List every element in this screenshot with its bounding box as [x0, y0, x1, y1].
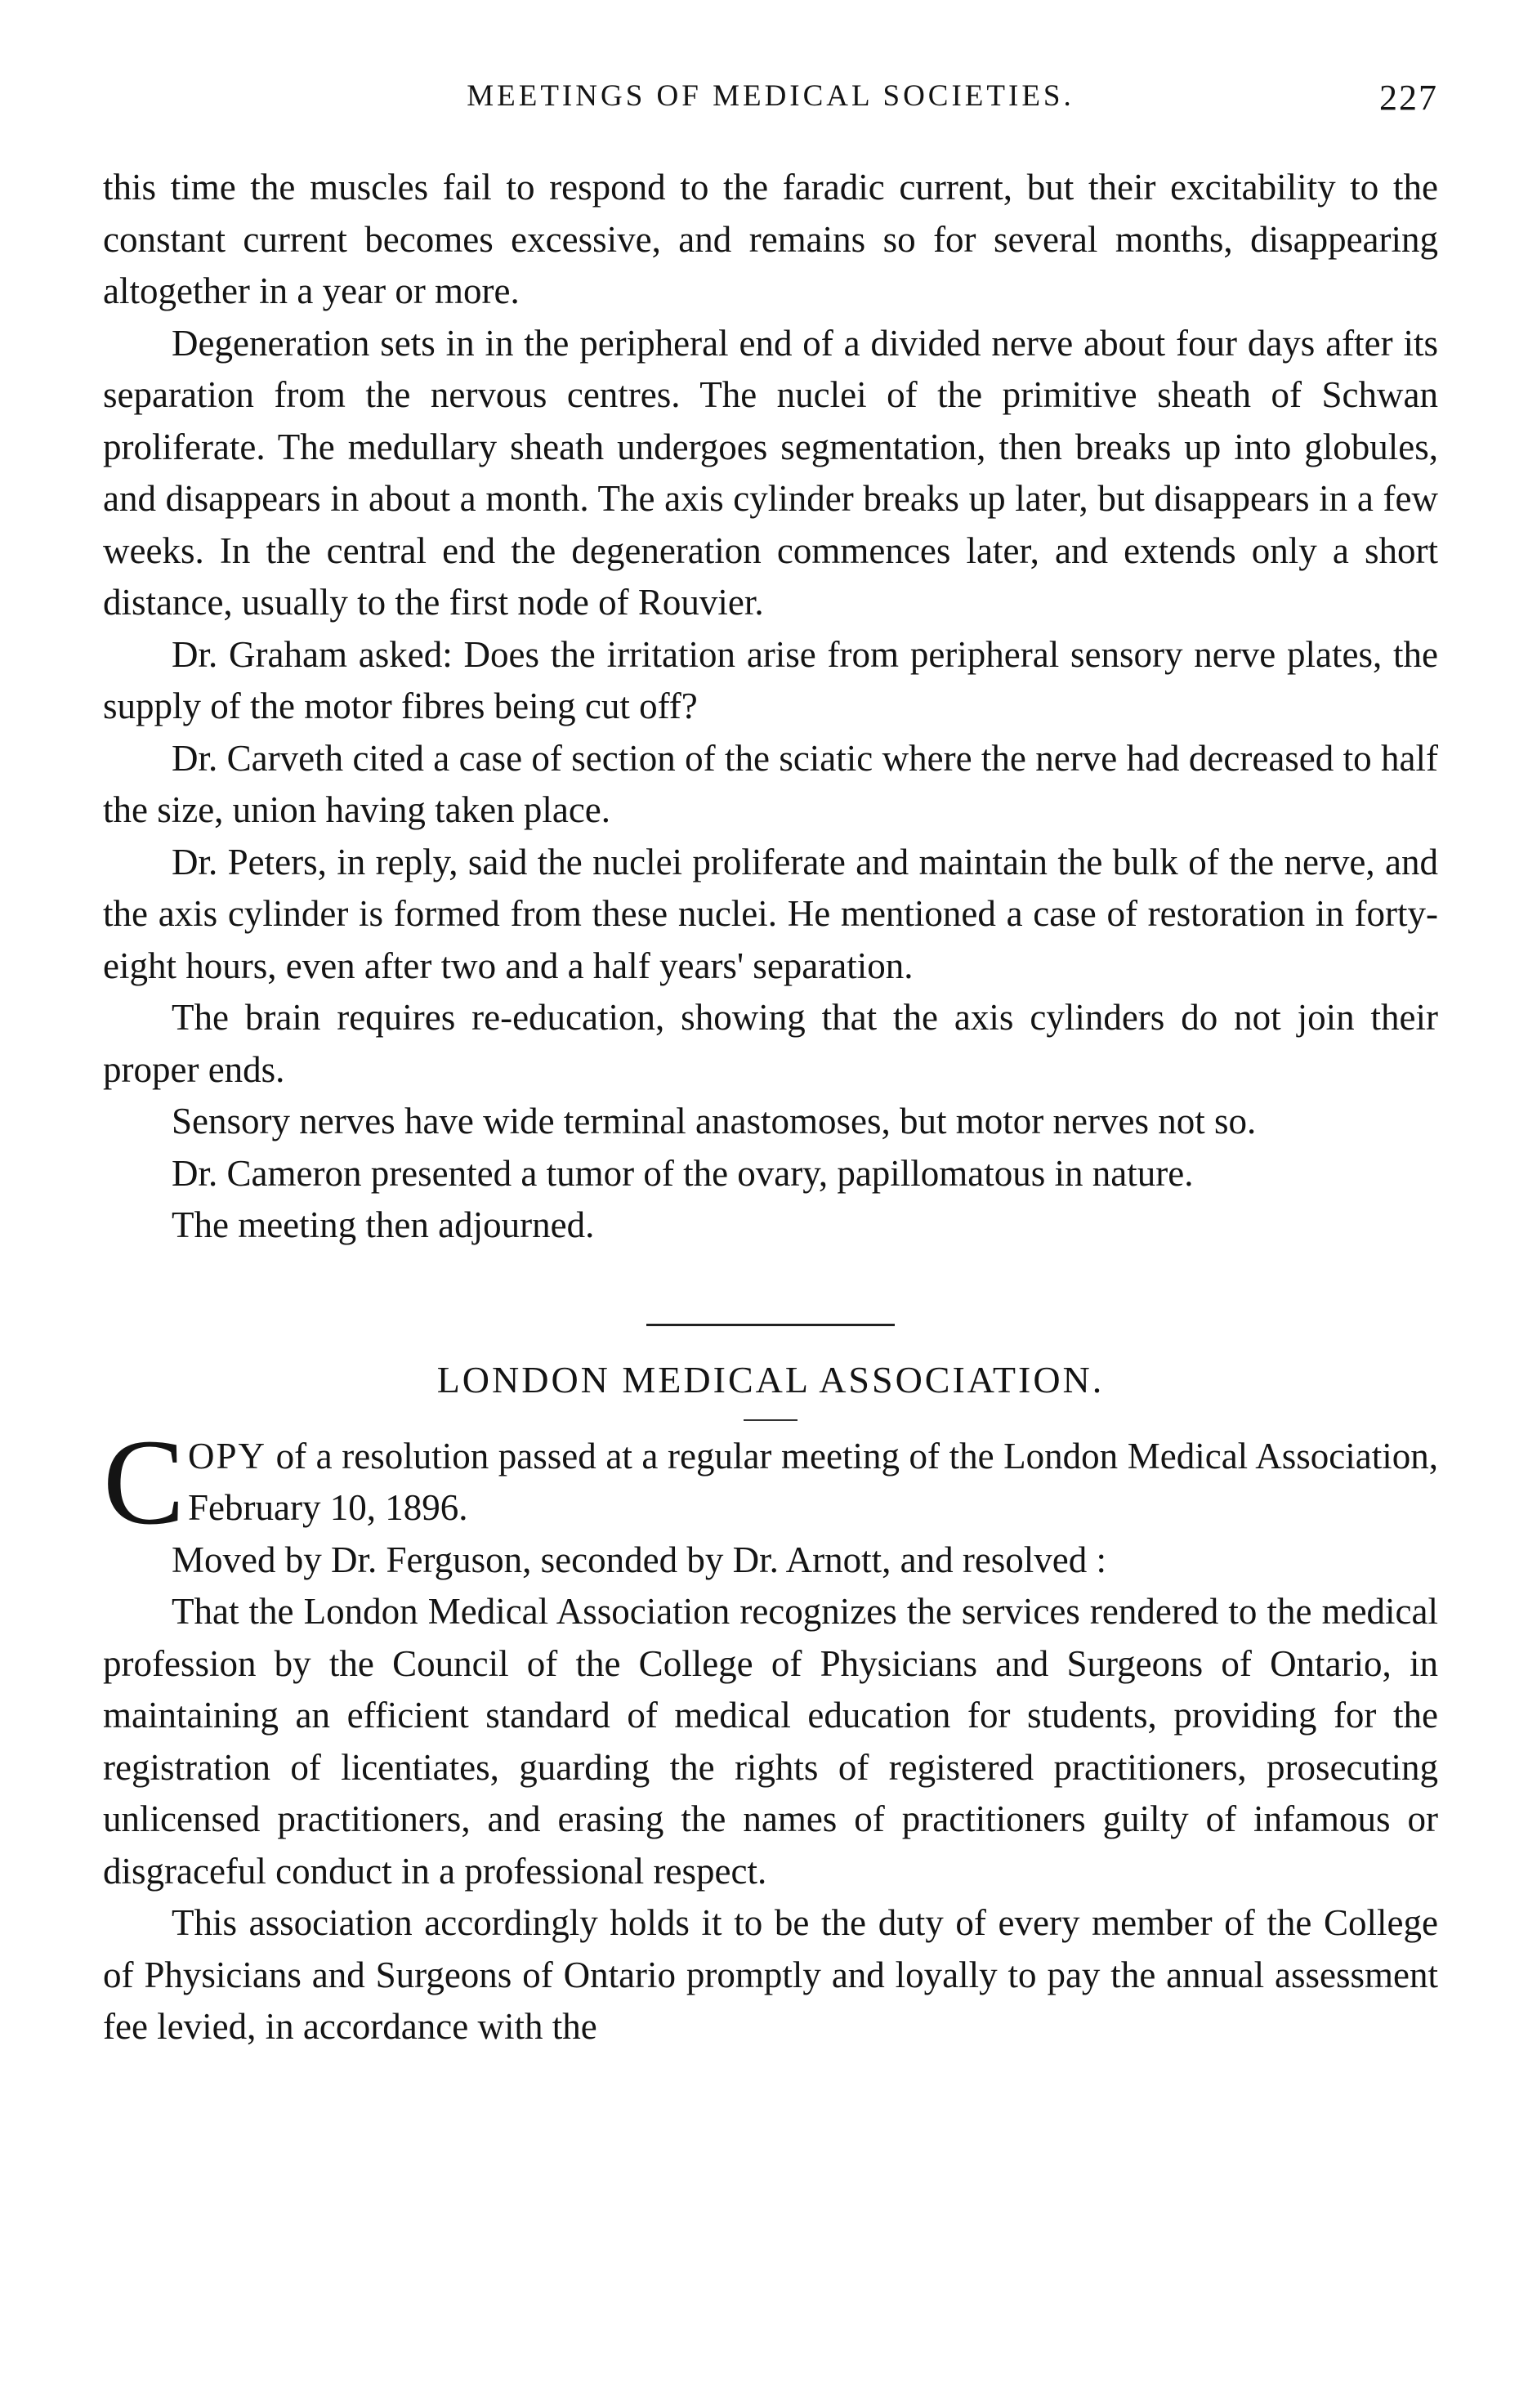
lead-text: of a resolution passed at a regular meeting of the London Medical Association, February 10, 1896.: [188, 1435, 1438, 1528]
lead-paragraph: [103, 1414, 1438, 1550]
paragraph: This association accordingly holds it to be the duty of every member of the College of Physicians and Surgeons of Ontario promptly and loyally to pay the annual assessment fee levied, in accordance with the: [103, 1902, 1438, 2047]
paragraph: Dr. Cameron presented a tumor of the ovary, papillomatous in nature.: [172, 1152, 1194, 1194]
meeting-report: [103, 162, 1438, 1252]
paragraph: The meeting then adjourned.: [172, 1204, 595, 1245]
lead-smallcaps: OPY: [188, 1435, 267, 1477]
paragraph: Moved by Dr. Ferguson, seconded by Dr. Arnott, and resolved :: [172, 1539, 1107, 1580]
section-heading: LONDON MEDICAL ASSOCIATION.: [436, 1358, 1105, 1401]
paragraph: this time the muscles fail to respond to the faradic current, but their excitability to the constant current becomes excessive, and remains so for several months, disappearing altogether in a year or more.: [103, 167, 1438, 311]
resolution-text: [103, 1535, 1438, 2053]
body-text: [103, 162, 1438, 2053]
drop-cap: C: [103, 1414, 185, 1550]
paragraph: Degeneration sets in in the peripheral end of a divided nerve about four days after its separation from the nervous centres. The nuclei of the primitive sheath of Schwan proliferate. The medullary sheath undergoes segmentation, then breaks up into globules, and disappears in about a month. The axis cylinder breaks up later, but disappears in a few weeks. In the central end the degeneration commences later, and extends only a short distance, usually to the first node of Rouvier.: [103, 322, 1438, 623]
section-divider-rule: [646, 1324, 895, 1326]
paragraph: Sensory nerves have wide terminal anastomoses, but motor nerves not so.: [172, 1101, 1257, 1141]
heading-underline-rule: [744, 1419, 798, 1421]
running-header: [103, 72, 1438, 124]
paragraph: That the London Medical Association recognizes the services rendered to the medical profession by the Council of the College of Physicians and Surgeons of Ontario, in maintaining an efficient standard of medical education for students, providing for the registration of licentiates, guarding the rights of registered practitioners, prosecuting unlicensed practitioners, and erasing the names of practitioners guilty of infamous or disgraceful conduct in a professional respect.: [103, 1591, 1438, 1892]
paragraph: Dr. Peters, in reply, said the nuclei proliferate and maintain the bulk of the nerve, and the axis cylinder is formed from these nuclei. He mentioned a case of restoration in forty-eight hours, even after two and a half years' separation.: [103, 841, 1438, 986]
paragraph: The brain requires re-education, showing that the axis cylinders do not join their proper ends.: [103, 997, 1438, 1090]
running-title: MEETINGS OF MEDICAL SOCIETIES.: [467, 79, 1075, 113]
paragraph: Dr. Carveth cited a case of section of the sciatic where the nerve had decreased to half the size, union having taken place.: [103, 737, 1438, 830]
paragraph: Dr. Graham asked: Does the irritation arise from peripheral sensory nerve plates, the supply of the motor fibres being cut off?: [103, 633, 1438, 726]
page-number: 227: [1379, 78, 1438, 118]
